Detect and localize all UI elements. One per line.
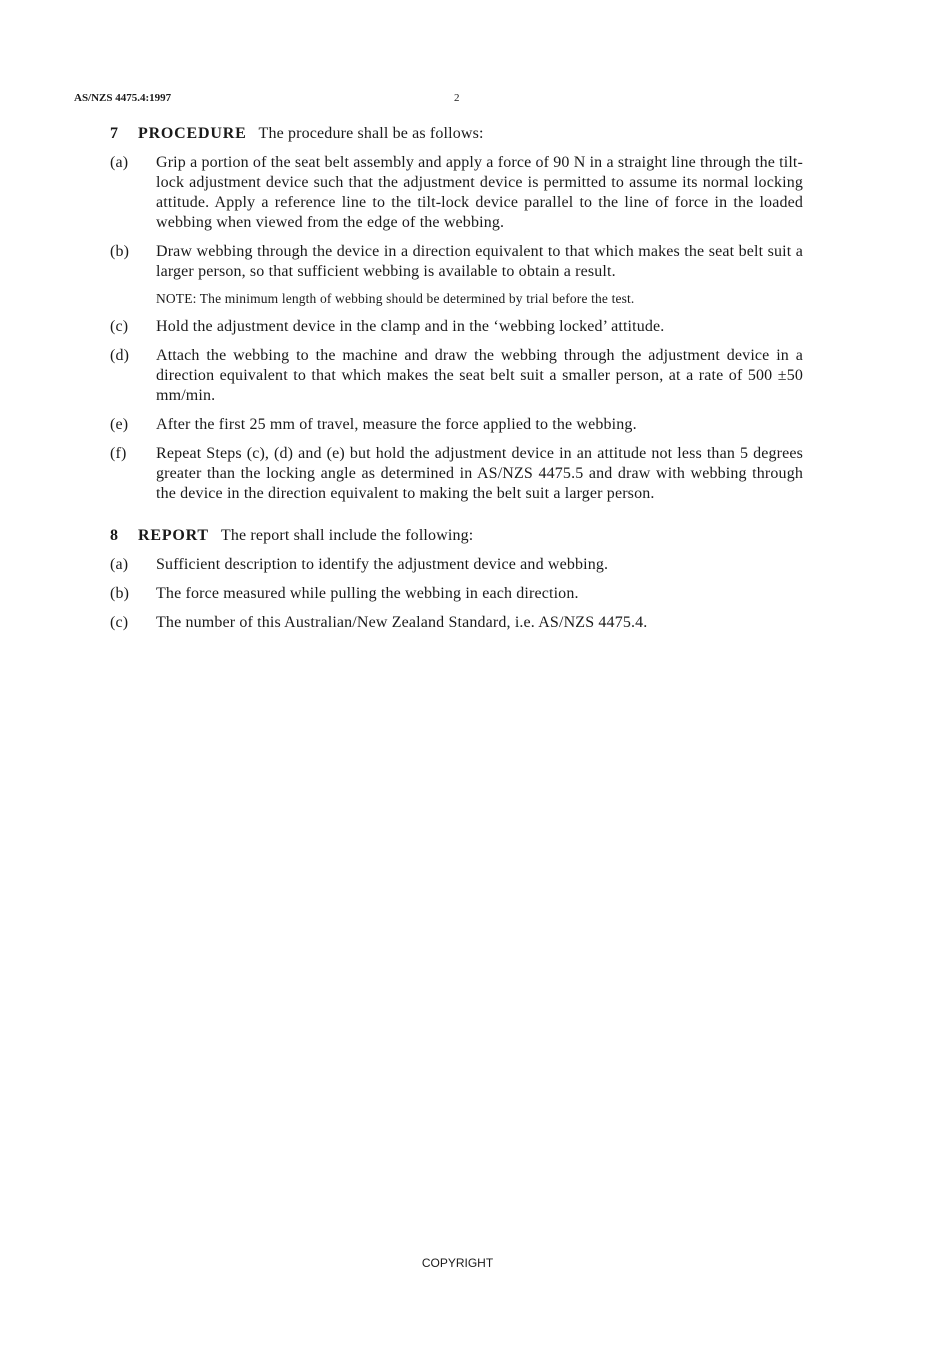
item-label: (b) [110, 243, 130, 260]
section-number: 7 [110, 125, 119, 142]
item-text: Grip a portion of the seat belt assembly and apply a force of 90 N in a straight line through the tilt-lock adjustment device such that the adjustment device is permitted to assume its normal locking attitude. Apply a reference line to the tilt-lock device parallel to the line of force in the loaded webbing when viewed from the edge of the webbing. [156, 154, 803, 231]
section-intro: The report shall include the following: [220, 527, 474, 544]
item-label: (a) [110, 154, 129, 171]
section-title: REPORT [138, 527, 209, 544]
list-item [110, 555, 803, 575]
page-number: 2 [454, 92, 460, 104]
list-item [110, 613, 803, 633]
page-header [74, 92, 474, 108]
section-heading [110, 124, 803, 144]
item-text: Hold the adjustment device in the clamp and in the ‘webbing locked’ attitude. [156, 318, 665, 335]
item-label: (d) [110, 347, 130, 364]
list-item [110, 153, 803, 233]
item-text: Sufficient description to identify the adjustment device and webbing. [156, 556, 609, 573]
list-item [110, 584, 803, 604]
list-item [110, 317, 803, 337]
item-text: After the first 25 mm of travel, measure the force applied to the webbing. [156, 416, 637, 433]
list-item [110, 444, 803, 504]
document-code: AS/NZS 4475.4:1997 [74, 92, 172, 104]
item-label: (a) [110, 556, 129, 573]
list-item [110, 415, 803, 435]
item-label: (c) [110, 318, 129, 335]
list-item [110, 242, 803, 282]
section-intro: The procedure shall be as follows: [258, 125, 484, 142]
item-text: Attach the webbing to the machine and draw the webbing through the adjustment device in a direction equivalent to that which makes the seat belt suit a smaller person, at a rate of 500 ±50 mm/min. [156, 347, 803, 404]
item-label: (f) [110, 445, 127, 462]
item-label: (c) [110, 614, 129, 631]
section-heading [110, 526, 803, 546]
item-text: Draw webbing through the device in a direction equivalent to that which makes the seat belt suit a larger person, so that sufficient webbing is available to obtain a result. [156, 243, 803, 280]
item-text: The number of this Australian/New Zealand Standard, i.e. AS/NZS 4475.4. [156, 614, 648, 631]
section-procedure [110, 124, 803, 504]
note: NOTE: The minimum length of webbing should be determined by trial before the test. [156, 291, 635, 306]
item-text: Repeat Steps (c), (d) and (e) but hold the adjustment device in an attitude not less than 5 degrees greater than the locking angle as determined in AS/NZS 4475.5 and draw with webbing through the device in the direction equivalent to making the belt suit a larger person. [156, 445, 803, 502]
list-item [110, 346, 803, 406]
item-label: (b) [110, 585, 130, 602]
item-label: (e) [110, 416, 129, 433]
item-text: The force measured while pulling the webbing in each direction. [156, 585, 579, 602]
section-title: PROCEDURE [138, 125, 247, 142]
copyright-footer: COPYRIGHT [421, 1256, 494, 1270]
section-report [110, 526, 803, 633]
document-body [110, 124, 803, 642]
section-number: 8 [110, 527, 119, 544]
